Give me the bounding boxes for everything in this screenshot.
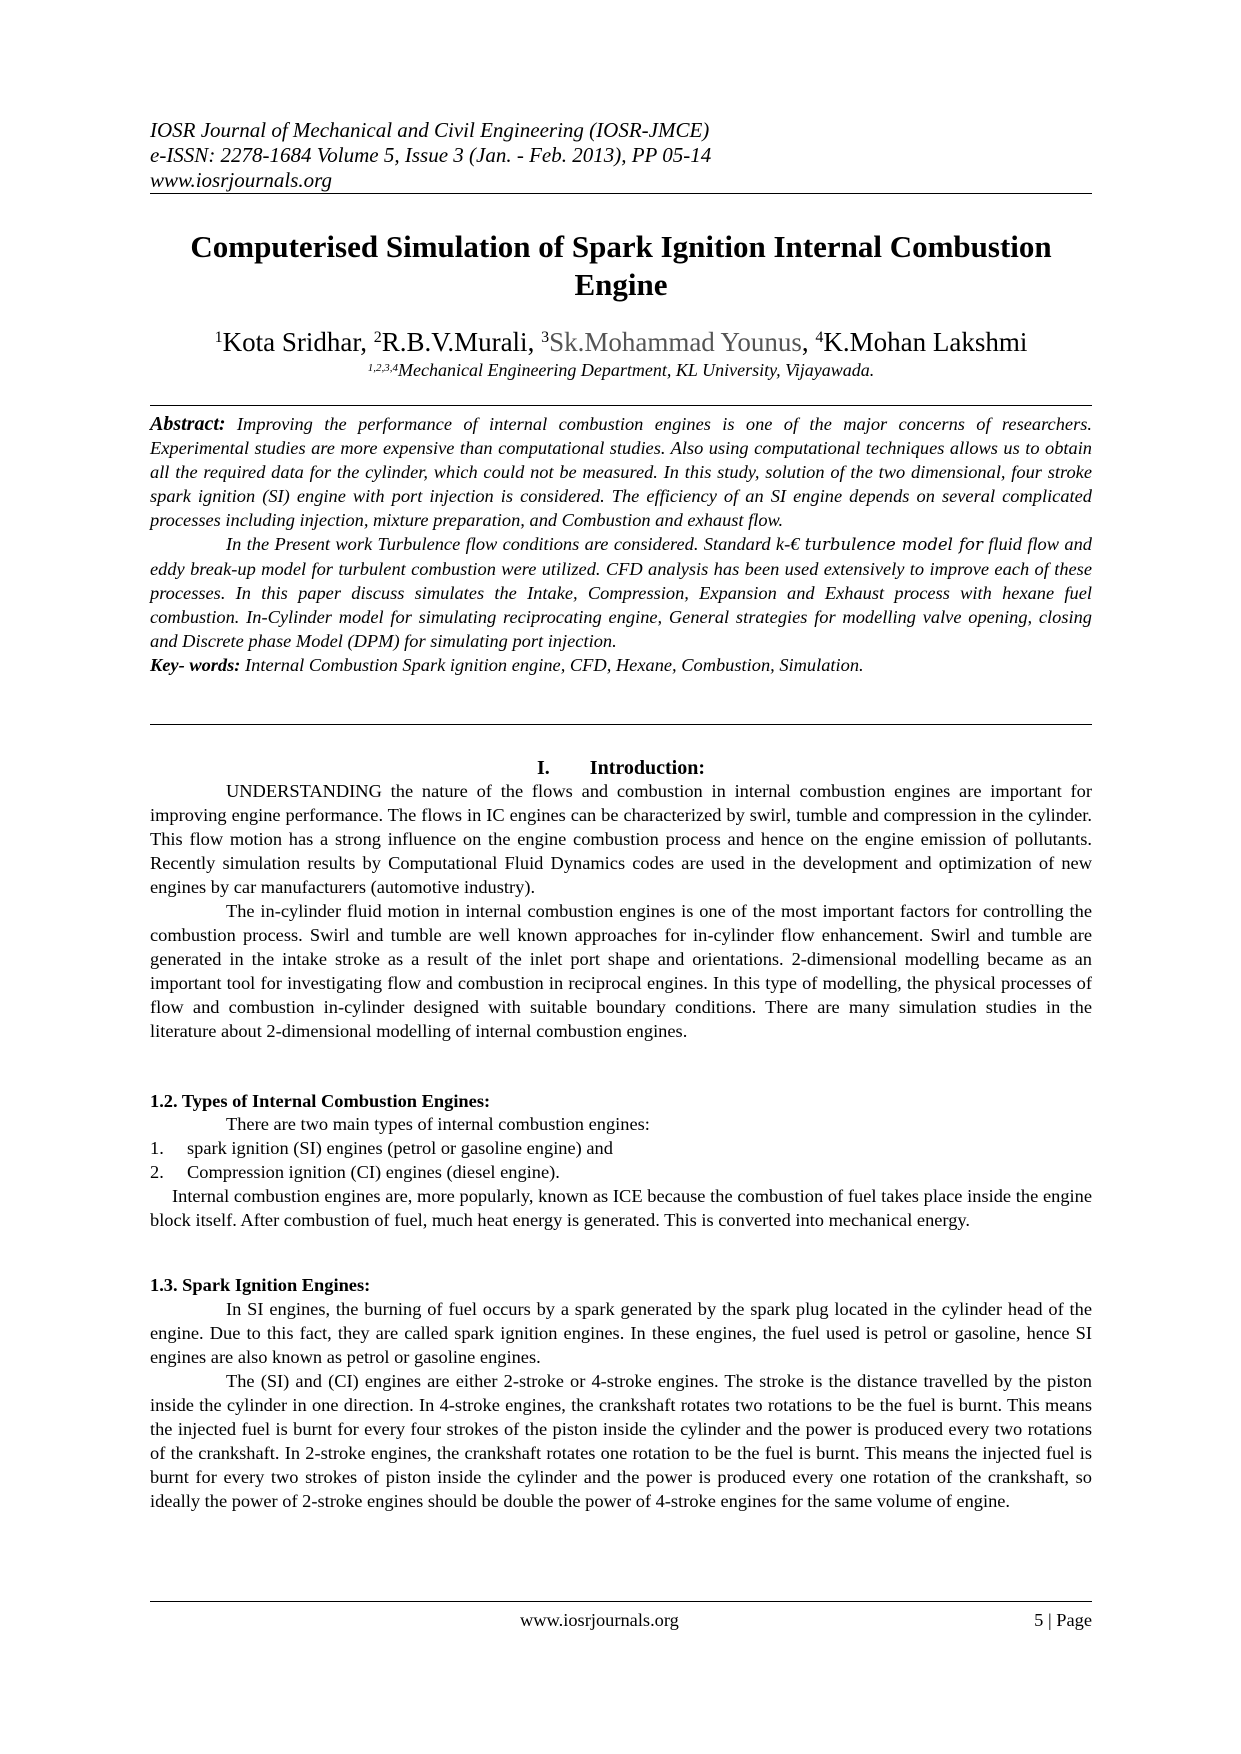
affiliation xyxy=(150,359,1092,381)
section-heading-introduction xyxy=(150,756,1092,780)
abstract-paragraph-2 xyxy=(150,532,1092,653)
abstract-text-1: Improving the performance of internal combustion engines is one of the major concerns of researchers. Experimental studies are more expensive than computational studies. Also using computational techniques allows us to obtain all the required data for the cylinder, which could not be measured. In this study, solution of the two dimensional, four stroke spark ignition (SI) engine with port injection is considered. The efficiency of an SI engine depends on several complicated processes including injection, mixture preparation, and Combustion and exhaust flow. xyxy=(150,414,1092,530)
subsection-heading-si-engines: 1.3. Spark Ignition Engines: xyxy=(150,1275,371,1295)
header-rule xyxy=(150,193,1092,194)
abstract-top-rule xyxy=(150,405,1092,406)
author-name: K.Mohan Lakshmi xyxy=(823,327,1028,357)
ice-paragraph xyxy=(150,1184,1092,1232)
footer-rule xyxy=(150,1601,1092,1602)
list-text: Compression ignition (CI) engines (diesel engine). xyxy=(187,1162,560,1182)
abstract-text-2a: In the Present work Turbulence flow conditions are considered. Standard k-€ xyxy=(226,534,800,554)
issn-line: e-ISSN: 2278-1684 Volume 5, Issue 3 (Jan. - Feb. 2013), PP 05-14 xyxy=(150,143,712,167)
list-number: 2. xyxy=(150,1162,164,1182)
types-intro-text: There are two main types of internal combustion engines: xyxy=(226,1114,650,1134)
abstract xyxy=(150,412,1092,677)
author-name: Kota Sridhar xyxy=(222,327,361,357)
author-sup: 1 xyxy=(214,329,223,346)
keywords-text: Internal Combustion Spark ignition engine, CFD, Hexane, Combustion, Simulation. xyxy=(245,655,864,675)
footer-page-number: 5 | Page xyxy=(1034,1610,1092,1630)
si-engines-body xyxy=(150,1297,1092,1513)
author-list: $^1$Kota Sridhar, $^2$R.B.V.Murali, $^3$Sk.Mohammad Younus, $^4$K.Mohan Lakshmi xyxy=(214,327,1028,357)
abstract-label: Abstract: xyxy=(150,413,226,435)
abstract-text-2b: turbulence model for xyxy=(804,535,983,554)
journal-header xyxy=(150,118,1092,193)
list-item xyxy=(150,1136,1092,1160)
paper-title: Computerised Simulation of Spark Ignition Internal Combustion Engine xyxy=(190,229,1052,302)
abstract-text-2c: fluid flow and eddy break-up model for turbulent combustion were utilized. CFD analysis has been used extensively to improve each of these processes. In this paper discuss simulates the Intake, Compression, Expansion and Exhaust process with hexane fuel combustion. In-Cylinder model for simulating reciprocating engine, General strategies for modelling valve opening, closing and Discrete phase Model (DPM) for simulating port injection. xyxy=(150,534,1092,651)
intro-paragraph-2: The in-cylinder fluid motion in internal combustion engines is one of the most important factors for controlling the combustion process. Swirl and tumble are well known approaches for in-cylinder flow enhancement. Swirl and tumble are generated in the intake stroke as a result of the inlet port shape and orientations. 2-dimensional modelling became as an important tool for investigating flow and combustion in reciprocal engines. In this type of modelling, the physical processes of flow and combustion in-cylinder designed with suitable boundary conditions. There are many simulation studies in the literature about 2-dimensional modelling of internal combustion engines. xyxy=(150,901,1092,1041)
footer-website: www.iosrjournals.org xyxy=(520,1610,679,1630)
author-sup: 3 xyxy=(541,329,550,346)
journal-website: www.iosrjournals.org xyxy=(150,168,333,192)
ice-text: Internal combustion engines are, more popularly, known as ICE because the combustion of fuel takes place inside the engine block itself. After combustion of fuel, much heat energy is generated. This is converted into mechanical energy. xyxy=(150,1186,1092,1230)
section-number: I. xyxy=(536,757,550,779)
author-sup: 2 xyxy=(373,329,382,346)
types-intro xyxy=(150,1112,1092,1136)
keywords xyxy=(150,653,1092,677)
keywords-label: Key- words: xyxy=(150,655,241,675)
intro-paragraph-1: UNDERSTANDING the nature of the flows and combustion in internal combustion engines are important for improving engine performance. The flows in IC engines can be characterized by swirl, tumble and compression in the cylinder. This flow motion has a strong influence on the engine combustion process and hence on the engine emission of pollutants. Recently simulation results by Computational Fluid Dynamics codes are used in the development and optimization of new engines by car manufacturers (automotive industry). xyxy=(150,781,1092,897)
author-sup: 4 xyxy=(815,329,824,346)
list-number: 1. xyxy=(150,1138,164,1158)
list-text: spark ignition (SI) engines (petrol or gasoline engine) and xyxy=(187,1138,613,1158)
journal-name: IOSR Journal of Mechanical and Civil Engineering (IOSR-JMCE) xyxy=(150,118,710,142)
author-name: Sk.Mohammad Younus xyxy=(549,327,802,357)
list-item xyxy=(150,1160,1092,1184)
author-name: R.B.V.Murali xyxy=(381,327,528,357)
engine-types-list xyxy=(150,1136,1092,1184)
affiliation-sup: 1,2,3,4 xyxy=(367,362,398,374)
si-paragraph-2: The (SI) and (CI) engines are either 2-stroke or 4-stroke engines. The stroke is the distance travelled by the piston inside the cylinder in one direction. In 4-stroke engines, the crankshaft rotates two rotations to be the fuel is burnt. This means the injected fuel is burnt for every four strokes of the piston inside the cylinder and the power is produced every two rotations of the crankshaft. In 2-stroke engines, the crankshaft rotates one rotation to be the fuel is burnt. This means the injected fuel is burnt for every two strokes of piston inside the cylinder and the power is produced every one rotation of the crankshaft, so ideally the power of 2-stroke engines should be double the power of 4-stroke engines for the same volume of engine. xyxy=(150,1371,1092,1511)
subsection-heading-types: 1.2. Types of Internal Combustion Engines: xyxy=(150,1091,491,1111)
abstract-paragraph-1 xyxy=(150,412,1092,532)
section-title: Introduction: xyxy=(589,757,705,779)
introduction-body xyxy=(150,779,1092,1043)
abstract-bottom-rule xyxy=(150,724,1092,725)
si-paragraph-1: In SI engines, the burning of fuel occurs by a spark generated by the spark plug located in the cylinder head of the engine. Due to this fact, they are called spark ignition engines. In these engines, the fuel used is petrol or gasoline, hence SI engines are also known as petrol or gasoline engines. xyxy=(150,1299,1092,1367)
affiliation-text: Mechanical Engineering Department, KL University, Vijayawada. xyxy=(397,360,875,380)
